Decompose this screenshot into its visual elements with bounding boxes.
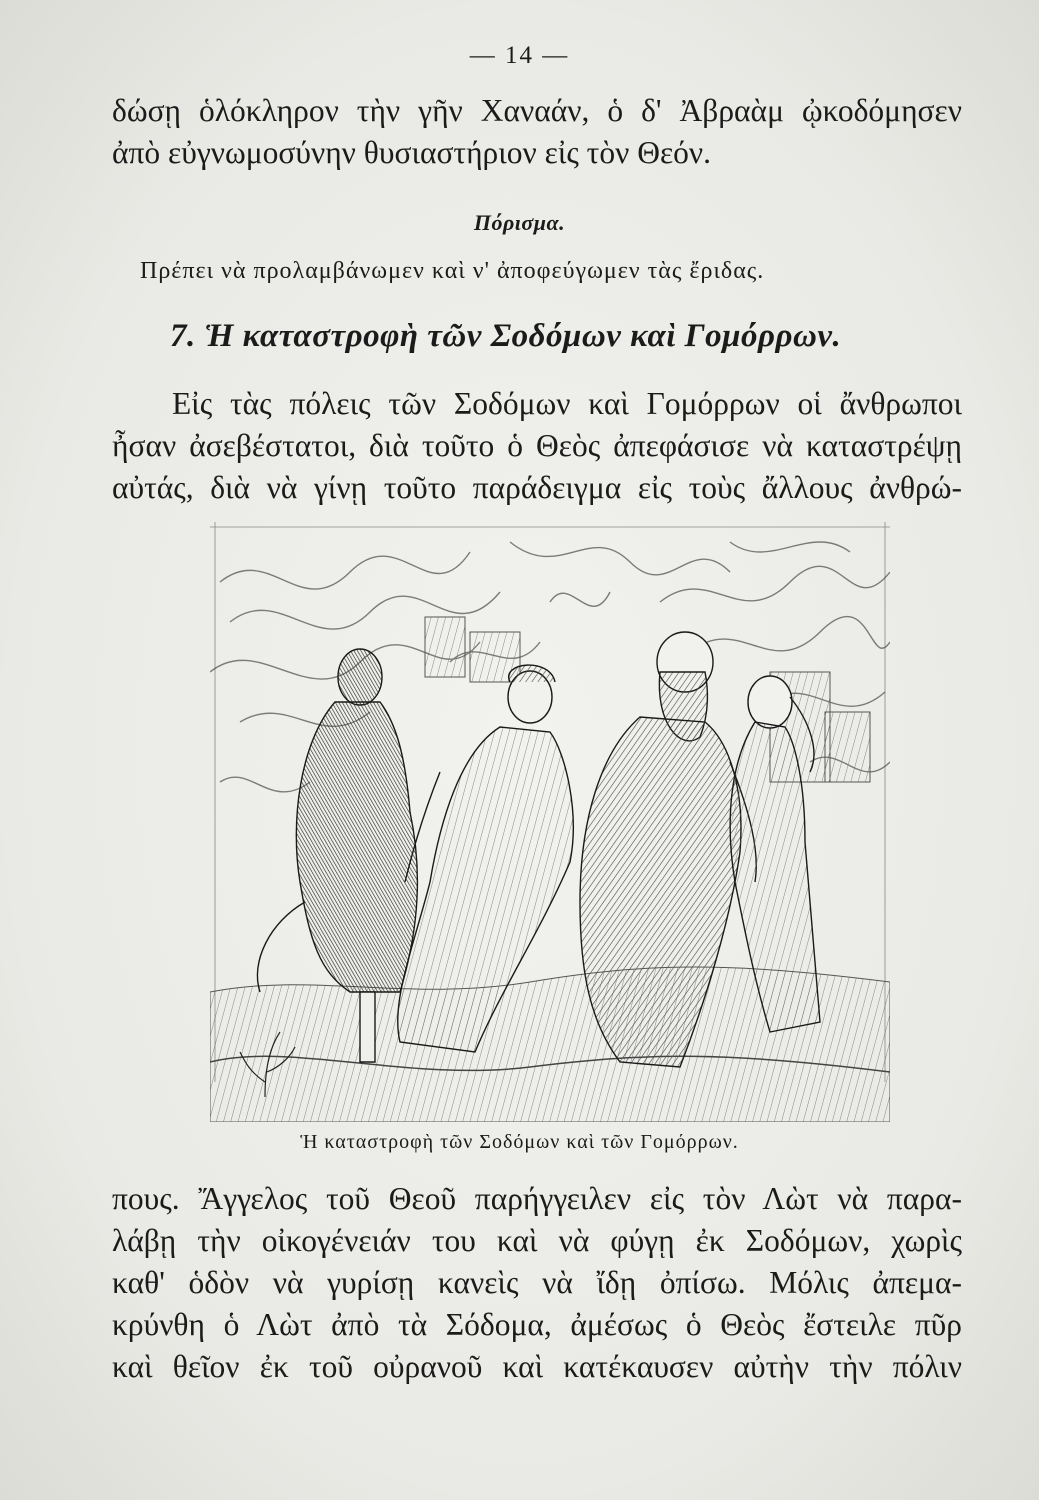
text-line: ἀπὸ εὐγνωμοσύνην θυσιαστήριον εἰς τὸν Θεόν. bbox=[112, 135, 712, 170]
text-line: καθ' ὁδὸν νὰ γυρίσῃ κανεὶς νὰ ἴδῃ ὀπίσω. Μόλις ἀπεμα- bbox=[112, 1265, 962, 1300]
text-line: ἦσαν ἀσεβέστατοι, διὰ τοῦτο ὁ Θεὸς ἀπεφάσισε νὰ καταστρέψῃ bbox=[112, 428, 962, 463]
corollary-text: Πρέπει νὰ προλαμβάνωμεν καὶ ν' ἀποφεύγωμεν τὰς ἔριδας. bbox=[140, 258, 765, 284]
text-line: κρύνθη ὁ Λὼτ ἀπὸ τὰ Σόδομα, ἀμέσως ὁ Θεὸς ἔστειλε πῦρ bbox=[112, 1307, 962, 1342]
paragraph-after-image bbox=[112, 1178, 962, 1388]
section-heading: 7. Ἡ καταστροφὴ τῶν Σοδόμων καὶ Γομόρρων. bbox=[170, 318, 842, 354]
text-line: λάβῃ τὴν οἰκογένειάν του καὶ νὰ φύγῃ ἐκ Σοδόμων, χωρὶς bbox=[112, 1223, 962, 1258]
engraving-image bbox=[210, 522, 890, 1122]
page-number: — 14 — bbox=[469, 42, 570, 69]
text-line: πους. Ἄγγελος τοῦ Θεοῦ παρήγγειλεν εἰς τὸν Λὼτ νὰ παρα- bbox=[112, 1181, 962, 1216]
paragraph-before-image bbox=[112, 383, 962, 509]
top-paragraph bbox=[112, 90, 962, 174]
text-line: καὶ θεῖον ἐκ τοῦ οὐρανοῦ καὶ κατέκαυσεν αὐτὴν τὴν πόλιν bbox=[112, 1349, 962, 1384]
text-line: δώσῃ ὁλόκληρον τὴν γῆν Χαναάν, ὁ δ' Ἀβραὰμ ᾠκοδόμησεν bbox=[112, 93, 962, 128]
corollary-heading: Πόρισμα. bbox=[473, 210, 566, 235]
text-line: αὐτάς, διὰ νὰ γίνῃ τοῦτο παράδειγμα εἰς τοὺς ἄλλους ἀνθρώ- bbox=[112, 470, 962, 505]
illustration-caption: Ἡ καταστροφὴ τῶν Σοδόμων καὶ τῶν Γομόρρων. bbox=[300, 1131, 739, 1153]
engraving-illustration bbox=[210, 522, 890, 1122]
text-line: Εἰς τὰς πόλεις τῶν Σοδόμων καὶ Γομόρρων οἱ ἄνθρωποι bbox=[172, 386, 962, 421]
